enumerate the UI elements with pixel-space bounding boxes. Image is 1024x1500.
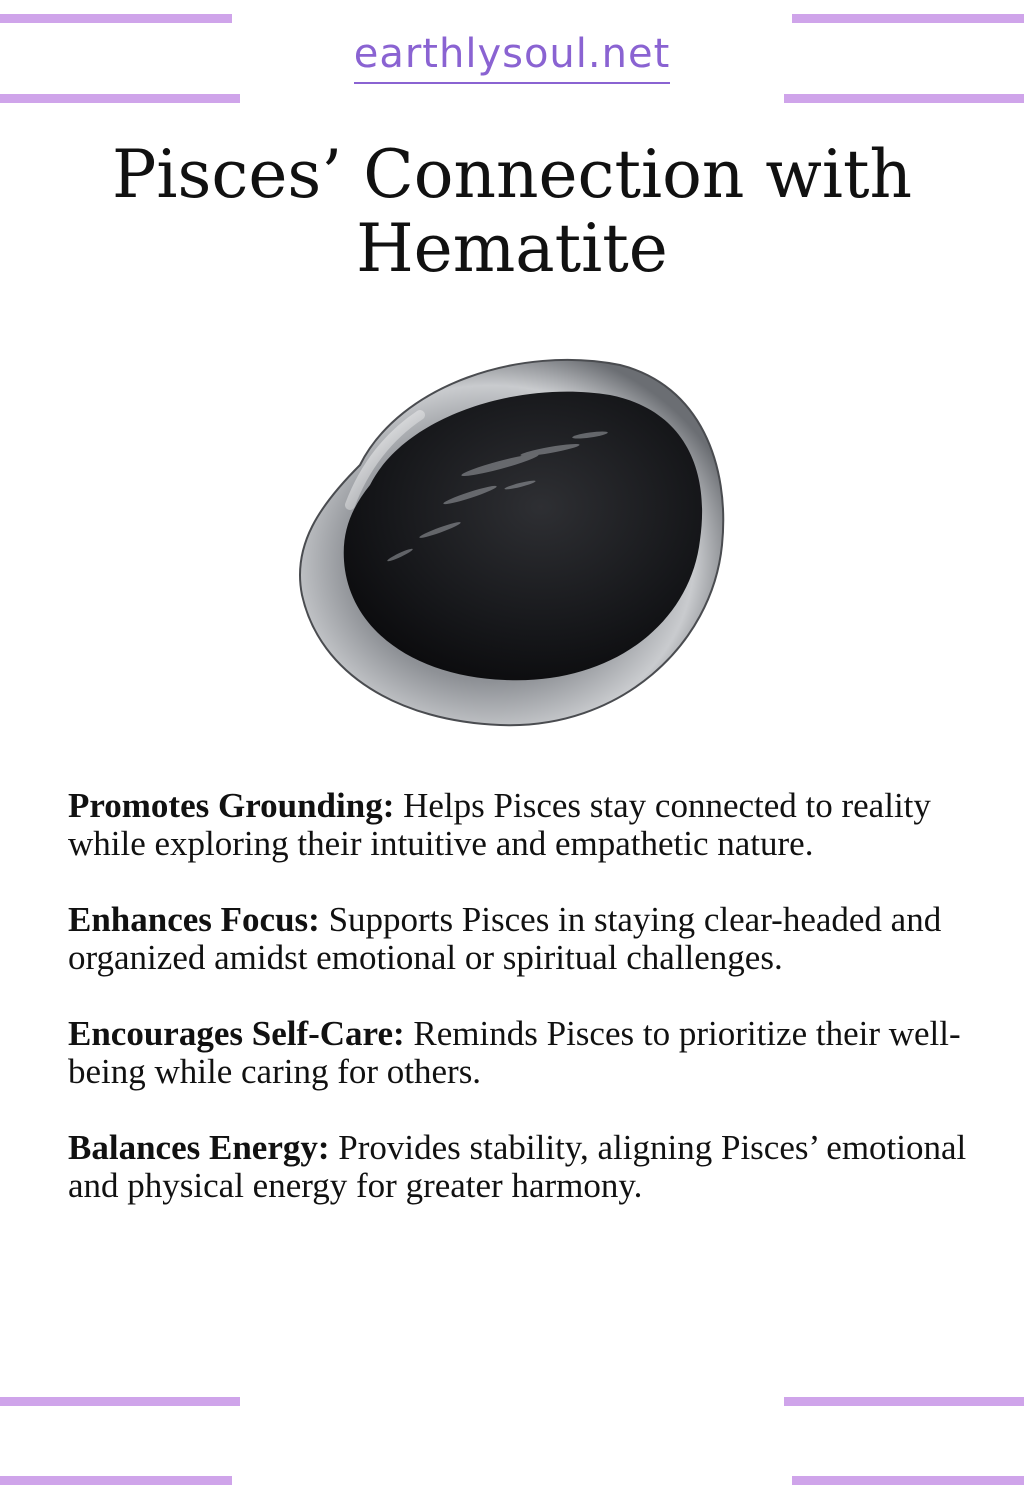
benefit-lead: Promotes Grounding:: [68, 786, 395, 825]
benefit-lead: Enhances Focus:: [68, 900, 320, 939]
benefit-text: Helps Pisces stay connected to reality while exploring their intuitive and empathetic nature.: [68, 786, 931, 863]
benefit-lead: Balances Energy:: [68, 1128, 330, 1167]
decorative-bar: [0, 1476, 232, 1485]
benefit-item: [68, 1129, 968, 1205]
benefit-text: Provides stability, aligning Pisces’ emotional and physical energy for greater harmony.: [68, 1128, 967, 1205]
benefit-item: [68, 901, 968, 977]
benefit-text: Supports Pisces in staying clear-headed and organized amidst emotional or spiritual challenges.: [68, 900, 942, 977]
hematite-stone-image: [290, 345, 740, 735]
decorative-bar: [0, 94, 240, 103]
decorative-bar: [792, 14, 1024, 23]
decorative-bar: [784, 1397, 1024, 1406]
benefit-item: [68, 787, 968, 863]
benefit-item: [68, 1015, 968, 1091]
page-title: Pisces’ Connection with Hematite: [112, 136, 912, 287]
site-logo[interactable]: [0, 30, 1024, 84]
hematite-stone-icon: [290, 345, 740, 735]
benefit-text: Reminds Pisces to prioritize their well-being while caring for others.: [68, 1014, 961, 1091]
decorative-bar: [0, 1397, 240, 1406]
decorative-bar: [0, 14, 232, 23]
decorative-bar: [792, 1476, 1024, 1485]
decorative-bar: [784, 94, 1024, 103]
benefits-list: [68, 787, 968, 1243]
logo-text: earthlysoul.net: [353, 31, 671, 77]
benefit-lead: Encourages Self-Care:: [68, 1014, 405, 1053]
